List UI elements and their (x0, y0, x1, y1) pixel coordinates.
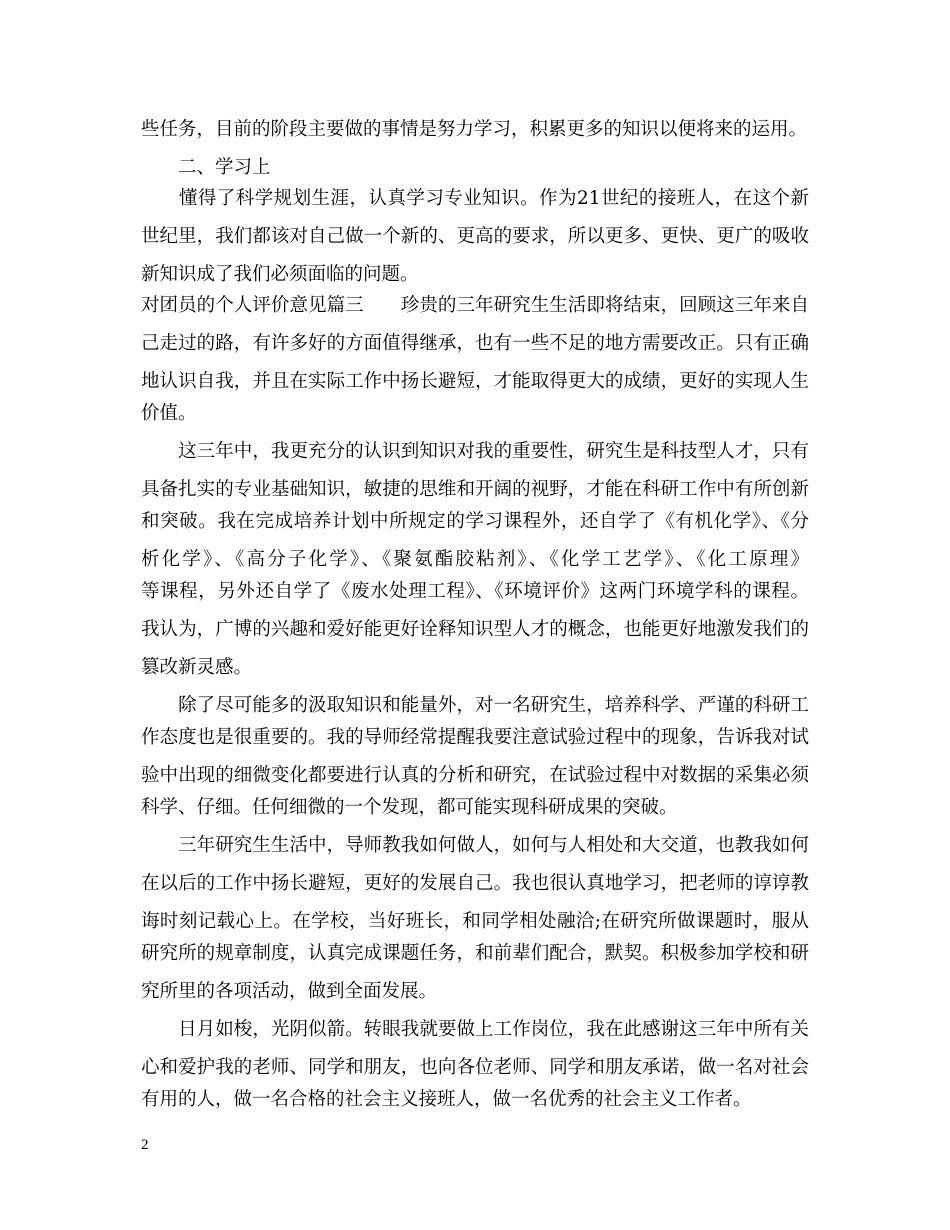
text-line: 篡改新灵感。 (141, 657, 253, 678)
text-line: 这三年中，我更充分的认识到知识对我的重要性，研究生是科技型人才，只有 (141, 441, 809, 462)
text-line: 三年研究生生活中，导师教我如何做人，如何与人相处和大交道，也教我如何 (141, 835, 809, 856)
text-line: 懂得了科学规划生涯，认真学习专业知识。作为21世纪的接班人，在这个新 (141, 188, 809, 209)
text-line: 等课程，另外还自学了《废水处理工程》、《环境评价》这两门环境学科的课程。 (141, 581, 809, 602)
text-line: 除了尽可能多的汲取知识和能量外，对一名研究生，培养科学、严谨的科研工 (141, 695, 809, 716)
text-line: 心和爱护我的老师、同学和朋友，也向各位老师、同学和朋友承诺，做一名对社会 (141, 1057, 809, 1078)
text-line: 对团员的个人评价意见篇三 珍贵的三年研究生生活即将结束，回顾这三年来自 (141, 295, 809, 316)
text-line: 新知识成了我们必须面临的问题。 (141, 264, 419, 285)
text-line: 些任务，目前的阶段主要做的事情是努力学习，积累更多的知识以便将来的运用。 (141, 119, 808, 140)
text-line: 研究所的规章制度，认真完成课题任务，和前辈们配合，默契。积极参加学校和研 (141, 943, 809, 964)
text-line: 析化学》、《高分子化学》、《聚氨酯胶粘剂》、《化学工艺学》、《化工原理》 (141, 549, 809, 570)
text-line: 在以后的工作中扬长避短，更好的发展自己。我也很认真地学习，把老师的谆谆教 (141, 873, 809, 894)
text-line: 世纪里，我们都该对自己做一个新的、更高的要求，所以更多、更快、更广的吸收 (141, 226, 809, 247)
text-line: 我认为，广博的兴趣和爱好能更好诠释知识型人才的概念，也能更好地激发我们的 (141, 619, 809, 640)
text-line: 有用的人，做一名合格的社会主义接班人，做一名优秀的社会主义工作者。 (141, 1089, 752, 1110)
text-line: 验中出现的细微变化都要进行认真的分析和研究，在试验过程中对数据的采集必须 (141, 765, 809, 786)
section-heading: 二、学习上 (141, 157, 271, 178)
text-line: 作态度也是很重要的。我的导师经常提醒我要注意试验过程中的现象，告诉我对试 (141, 727, 809, 748)
text-line: 诲时刻记载心上。在学校，当好班长，和同学相处融洽;在研究所做课题时，服从 (141, 911, 809, 932)
text-line: 地认识自我，并且在实际工作中扬长避短，才能取得更大的成绩，更好的实现人生 (141, 371, 809, 392)
page-number: 2 (141, 1137, 149, 1153)
text-line: 价值。 (141, 403, 197, 424)
text-line: 科学、仔细。任何细微的一个发现，都可能实现科研成果的突破。 (141, 797, 678, 818)
text-line: 具备扎实的专业基础知识，敏捷的思维和开阔的视野，才能在科研工作中有所创新 (141, 479, 809, 500)
text-line: 究所里的各项活动，做到全面发展。 (141, 981, 438, 1002)
text-line: 己走过的路，有许多好的方面值得继承，也有一些不足的地方需要改正。只有正确 (141, 333, 809, 354)
text-line: 和突破。我在完成培养计划中所规定的学习课程外，还自学了《有机化学》、《分 (141, 511, 809, 532)
text-line: 日月如梭，光阴似箭。转眼我就要做上工作岗位，我在此感谢这三年中所有关 (141, 1019, 809, 1040)
